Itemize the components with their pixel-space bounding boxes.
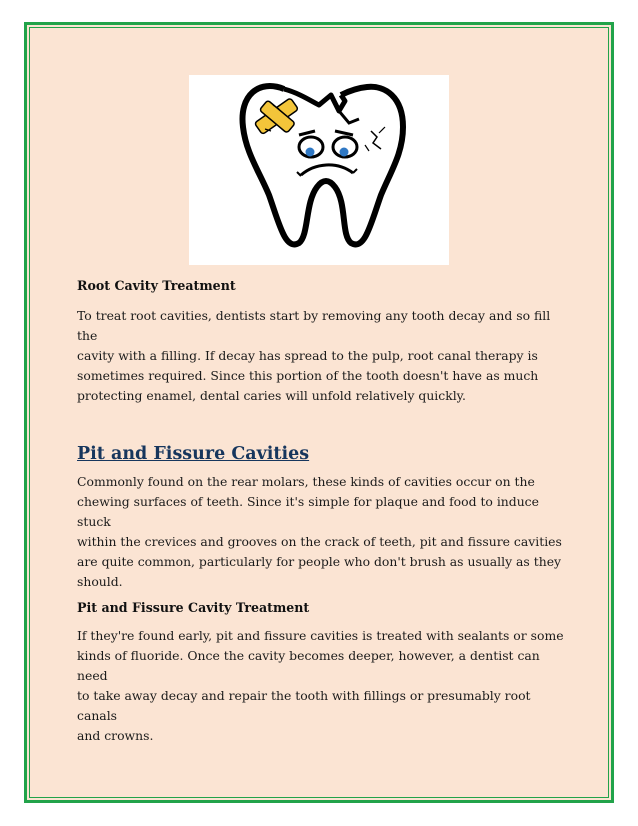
- root-treatment-paragraph: [77, 306, 567, 406]
- text-line: If they're found early, pit and fissure cavities is treated with sealants or some: [77, 628, 564, 643]
- root-treatment-subheading: Root Cavity Treatment: [77, 278, 236, 293]
- sad-tooth-icon: [189, 75, 449, 265]
- pit-treatment-paragraph: [77, 626, 567, 746]
- text-line: should.: [77, 574, 123, 589]
- text-line: to take away decay and repair the tooth with fillings or presumably root canals: [77, 688, 531, 723]
- text-line: chewing surfaces of teeth. Since it's simple for plaque and food to induce stuck: [77, 494, 539, 529]
- text-line: Commonly found on the rear molars, these kinds of cavities occur on the: [77, 474, 535, 489]
- text-line: sometimes required. Since this portion of the tooth doesn't have as much: [77, 368, 539, 383]
- text-line: are quite common, particularly for people who don't brush as usually as they: [77, 554, 562, 569]
- text-line: kinds of fluoride. Once the cavity becomes deeper, however, a dentist can need: [77, 648, 540, 683]
- pit-treatment-subheading: Pit and Fissure Cavity Treatment: [77, 600, 310, 615]
- text-line: within the crevices and grooves on the crack of teeth, pit and fissure cavities: [77, 534, 562, 549]
- text-line: and crowns.: [77, 728, 154, 743]
- text-line: To treat root cavities, dentists start by removing any tooth decay and so fill the: [77, 308, 551, 343]
- pit-fissure-paragraph: [77, 472, 567, 592]
- section-heading: Pit and Fissure Cavities: [77, 444, 310, 464]
- tooth-illustration: [189, 75, 449, 265]
- text-line: protecting enamel, dental caries will unfold relatively quickly.: [77, 388, 466, 403]
- text-line: cavity with a filling. If decay has spread to the pulp, root canal therapy is: [77, 348, 538, 363]
- article-body: [77, 276, 567, 746]
